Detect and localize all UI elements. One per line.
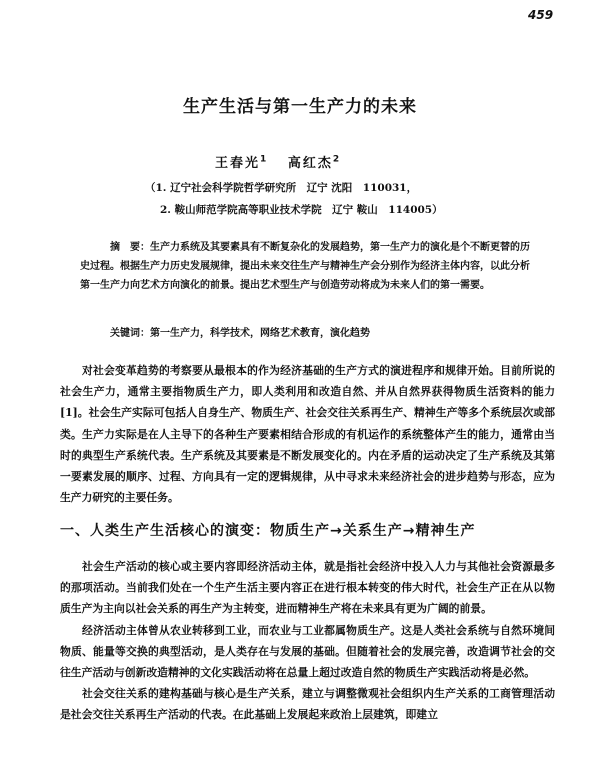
keywords-label: 关键词： [110, 328, 150, 339]
affiliation: 2. 鞍山师范学院高等职业技术学院 辽宁 鞍山 114005） [160, 204, 443, 216]
keywords [110, 324, 370, 339]
abstract [80, 238, 535, 295]
intro-paragraph: 对社会变革趋势的考察要从最根本的作为经济基础的生产方式的演进程序和规律开始。目前所说的社会生产力，通常主要指物质生产力，即人类利用和改造自然、并从自然界获得物质生活资料的能力[1]。社会生产实际可包括人自身生产、物质生产、社会交往关系再生产、精神生产等多个系统层次或部类。生产力实际是在人主导下的各种生产要素相结合形成的有机运作的系统整体产生的能力，通常由当时的典型生产系统代表。生产系统及其要素是不断发展变化的。内在矛盾的运动决定了生产系统及其第一要素发展的顺序、过程、方向具有一定的逻辑规律，从中寻求未来经济社会的进步趋势与形态，应为生产力研究的主要任务。 [60, 364, 555, 505]
author-line [215, 152, 341, 171]
body-paragraph: 社会生产活动的核心或主要内容即经济活动主体，就是指社会经济中投入人力与其他社会资源最多的那项活动。当前我们处在一个生产生活主要内容正在进行根本转变的伟大时代，社会生产正在从以物质生产为主向以社会关系的再生产为主转变，进而精神生产将在未来具有更为广阔的前景。 [60, 560, 555, 616]
section-heading: 一、人类生产生活核心的演变：物质生产→关系生产→精神生产 [60, 523, 476, 539]
author-name: 王春光 [215, 156, 261, 171]
section-body [60, 556, 555, 726]
keywords-text: 第一生产力，科学技术，网络艺术教育，演化趋势 [150, 328, 370, 339]
author-superscript: 2 [332, 154, 342, 165]
author-superscript: 1 [260, 154, 269, 165]
affiliation: （1. 辽宁社会科学院哲学研究所 辽宁 沈阳 110031， [145, 182, 418, 194]
abstract-label: 摘 要： [110, 242, 150, 253]
body-paragraph: 社会交往关系的建构基础与核心是生产关系，建立与调整微观社会组织内生产关系的工商管理活动是社会交往关系再生产活动的代表。在此基础上发展起来政治上层建筑，即建立 [60, 687, 555, 722]
intro-section [60, 360, 555, 508]
author-name: 高红杰 [287, 156, 333, 171]
page-number: 459 [528, 8, 554, 22]
body-paragraph: 经济活动主体曾从农业转移到工业，而农业与工业都属物质生产。这是人类社会系统与自然环境间物质、能量等交换的典型活动，是人类存在与发展的基础。但随着社会的发展完善，改造调节社会的交往生产活动与创新改造精神的文化实践活动将在总量上超过改造自然的物质生产实践活动将是必然。 [60, 623, 555, 680]
abstract-text: 生产力系统及其要素具有不断复杂化的发展趋势，第一生产力的演化是个不断更替的历史过程。根据生产力历史发展规律，提出未来交往生产与精神生产会分别作为经济主体内容，以此分析第一生产力向艺术方向演化的前景。提出艺术型生产与创造劳动将成为未来人们的第一需要。 [80, 242, 530, 291]
paper-title: 生产生活与第一生产力的未来 [183, 97, 417, 117]
